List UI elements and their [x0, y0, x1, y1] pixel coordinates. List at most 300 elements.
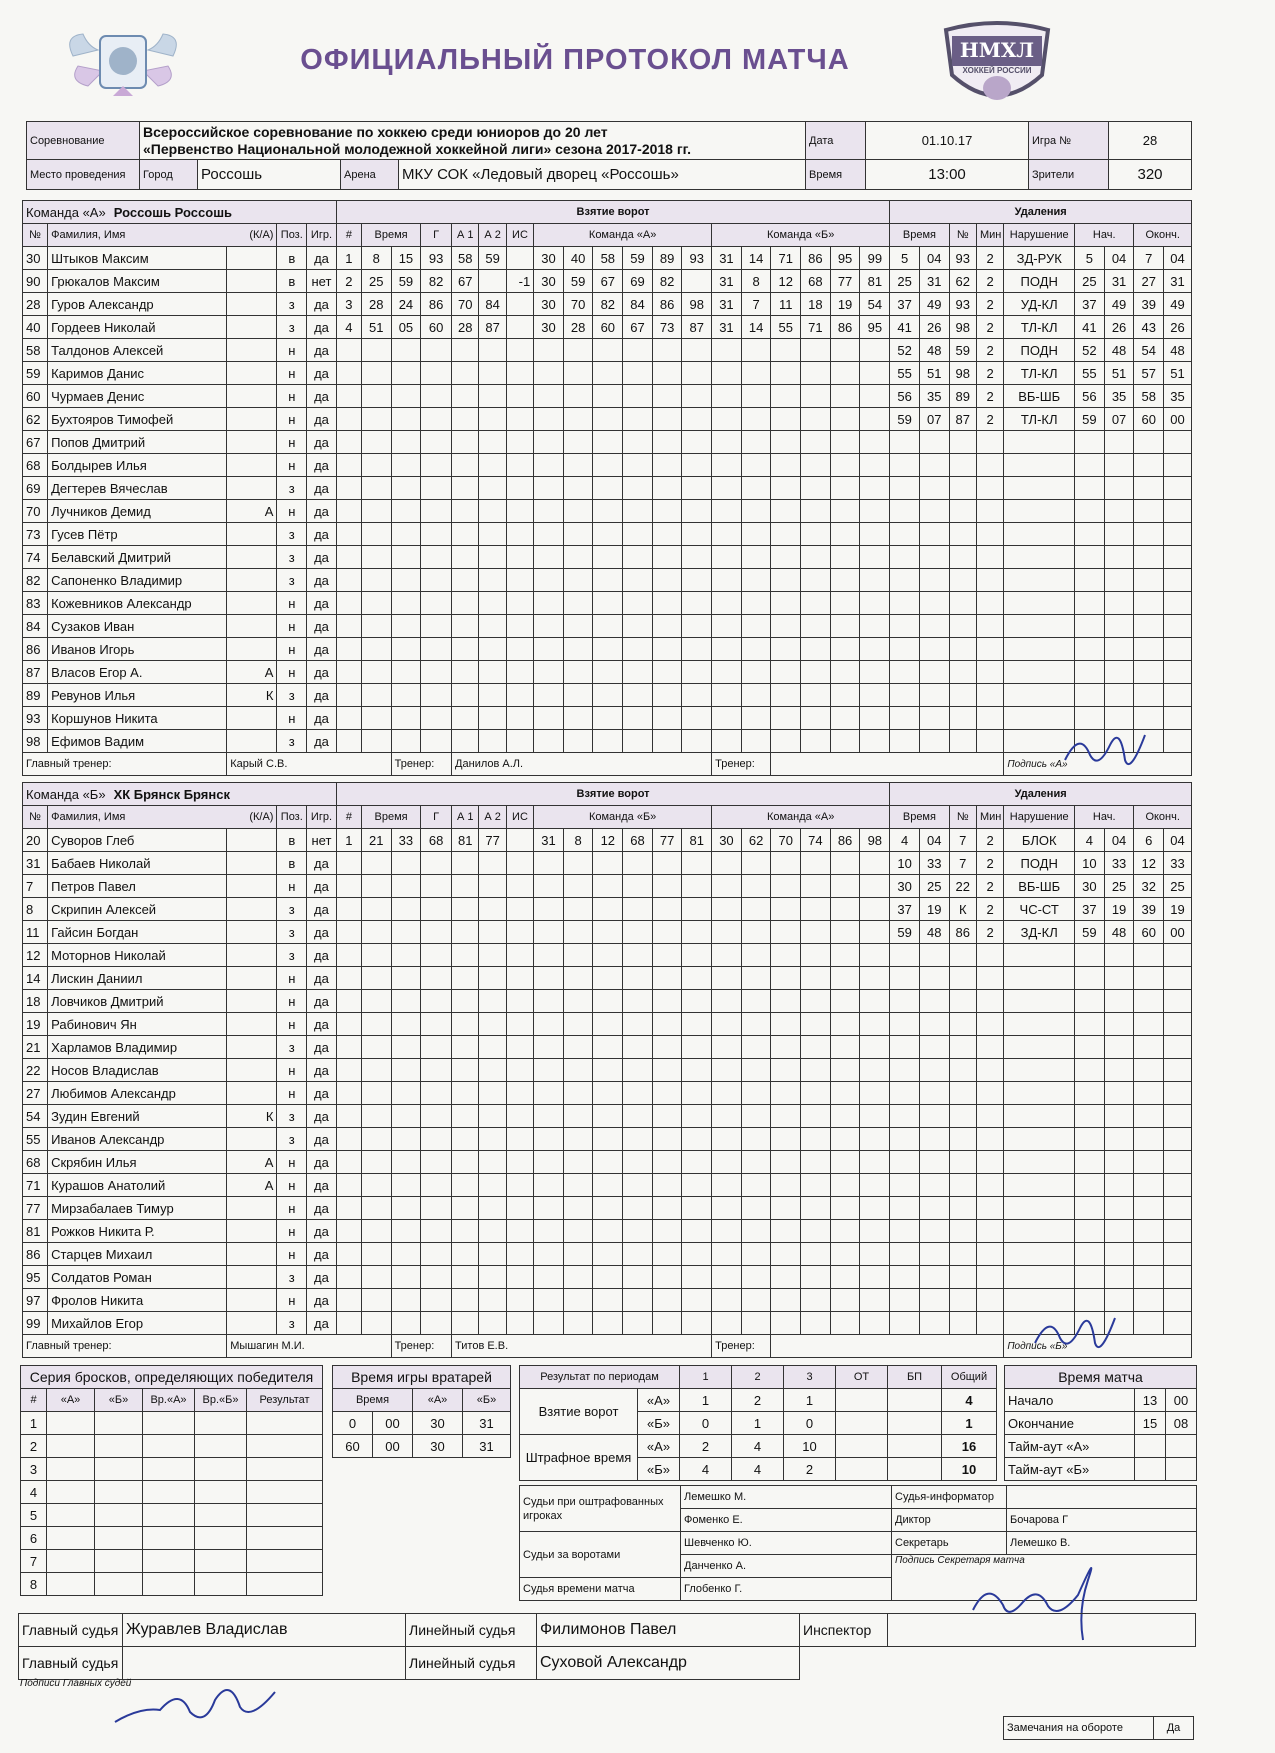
goal-empty-cell [593, 385, 623, 408]
goal-empty-cell [652, 546, 682, 569]
goal-empty-cell [563, 1036, 593, 1059]
goal-empty-cell [593, 408, 623, 431]
player-number: 81 [23, 1220, 48, 1243]
goal-empty-cell [830, 362, 860, 385]
goal-empty-cell [860, 1289, 890, 1312]
goal-empty-cell [452, 1266, 479, 1289]
penalty-end-sec: 26 [1164, 316, 1192, 339]
goal-empty-cell [391, 990, 421, 1013]
goal-empty-cell [682, 1266, 712, 1289]
goal-second: 59 [391, 270, 421, 293]
goal-empty-cell [361, 1036, 391, 1059]
goal-empty-cell [712, 339, 742, 362]
goal-empty-cell [534, 454, 564, 477]
goal-empty-cell [801, 1174, 831, 1197]
player-name: Иванов Александр [48, 1128, 227, 1151]
player-name: Гордеев Николай [48, 316, 227, 339]
goalie-b: 31 [463, 1435, 511, 1458]
goalie-a: 30 [413, 1435, 463, 1458]
penalty-empty-cell [890, 1266, 920, 1289]
periods-goals-label: Взятие ворот [520, 1389, 638, 1435]
goal-empty-cell [623, 730, 653, 753]
goal-empty-cell [421, 707, 452, 730]
player-name: Дегтерев Вячеслав [48, 477, 227, 500]
goal-empty-cell [860, 546, 890, 569]
penalty-violation: ТЛ-КЛ [1004, 362, 1075, 385]
col-pen-start: Нач. [1075, 806, 1134, 829]
goal-empty-cell [563, 1220, 593, 1243]
goal-empty-cell [741, 661, 771, 684]
goal-empty-cell [506, 898, 533, 921]
penalty-empty-cell [919, 1082, 949, 1105]
goal-empty-cell [741, 615, 771, 638]
goal-empty-cell [860, 1197, 890, 1220]
team-signature [1060, 720, 1150, 780]
penalty-end-sec: 00 [1164, 921, 1192, 944]
goal-empty-cell [361, 990, 391, 1013]
goal-empty-cell [336, 523, 361, 546]
penalty-empty-cell [1134, 615, 1164, 638]
goal-empty-cell [479, 967, 506, 990]
goal-empty-cell [361, 339, 391, 362]
penalty-end-min: 43 [1134, 316, 1164, 339]
penalty-second: 48 [919, 921, 949, 944]
goal-opp-on-ice: 77 [830, 270, 860, 293]
goal-own-on-ice: 84 [623, 293, 653, 316]
player-captain-mark: А [227, 1151, 277, 1174]
penalty-minute: 59 [890, 921, 920, 944]
player-row [23, 730, 1192, 753]
goal-empty-cell [623, 523, 653, 546]
penalty-empty-cell [1134, 1082, 1164, 1105]
goal-empty-cell [741, 431, 771, 454]
goal-empty-cell [563, 431, 593, 454]
goal-empty-cell [712, 684, 742, 707]
penalty-empty-cell [1164, 990, 1192, 1013]
goal-opp-on-ice: 95 [860, 316, 890, 339]
shootout-cell [195, 1573, 247, 1596]
player-row [23, 615, 1192, 638]
goal-empty-cell [452, 1036, 479, 1059]
player-name: Рабинович Ян [48, 1013, 227, 1036]
goal-empty-cell [830, 1266, 860, 1289]
penalty-empty-cell [1104, 615, 1134, 638]
player-position: в [277, 829, 307, 852]
penalty-empty-cell [976, 500, 1003, 523]
goal-empty-cell [771, 1197, 801, 1220]
goalie-col-a: «А» [413, 1389, 463, 1412]
goal-empty-cell [391, 546, 421, 569]
goal-empty-cell [361, 362, 391, 385]
trainer-2-value [771, 1335, 1004, 1358]
goal-empty-cell [623, 661, 653, 684]
place-label: Место проведения [27, 160, 140, 190]
goal-own-on-ice: 40 [563, 247, 593, 270]
goal-empty-cell [506, 1243, 533, 1266]
goal-empty-cell [506, 661, 533, 684]
goal-empty-cell [452, 408, 479, 431]
player-captain-mark [227, 730, 277, 753]
goal-empty-cell [652, 898, 682, 921]
penalty-empty-cell [1134, 1036, 1164, 1059]
player-captain-mark [227, 1312, 277, 1335]
penalty-player: 22 [949, 875, 976, 898]
goal-empty-cell [391, 1082, 421, 1105]
penalty-minute: 52 [890, 339, 920, 362]
goal-empty-cell [682, 707, 712, 730]
player-played: да [307, 875, 337, 898]
goal-empty-cell [421, 944, 452, 967]
goal-own-on-ice: 70 [563, 293, 593, 316]
goal-empty-cell [593, 1105, 623, 1128]
goal-empty-cell [593, 1266, 623, 1289]
goal-empty-cell [652, 638, 682, 661]
goal-empty-cell [771, 385, 801, 408]
penalty-end-min: 27 [1134, 270, 1164, 293]
goal-empty-cell [771, 707, 801, 730]
penalty-end-min: 60 [1134, 921, 1164, 944]
penalty-empty-cell [949, 1036, 976, 1059]
goal-empty-cell [593, 1174, 623, 1197]
penalty-empty-cell [1164, 569, 1192, 592]
penalty-empty-cell [919, 661, 949, 684]
goal-empty-cell [563, 408, 593, 431]
goal-empty-cell [801, 454, 831, 477]
goal-empty-cell [421, 615, 452, 638]
goals-a-total: 4 [942, 1389, 997, 1412]
head-coach-value: Карый С.В. [227, 753, 391, 776]
city-label: Город [140, 160, 198, 190]
player-row [23, 270, 1192, 293]
goal-empty-cell [741, 684, 771, 707]
date-value: 01.10.17 [866, 122, 1029, 160]
trainer-label: Тренер: [391, 753, 451, 776]
trainer-2-value [771, 753, 1004, 776]
goal-empty-cell [479, 898, 506, 921]
col-name [48, 806, 277, 829]
penalty-empty-cell [1134, 546, 1164, 569]
player-captain-mark [227, 477, 277, 500]
goal-empty-cell [741, 1013, 771, 1036]
penalty-start-min: 5 [1075, 247, 1105, 270]
penalty-empty-cell [1104, 684, 1134, 707]
player-name: Штыков Максим [48, 247, 227, 270]
goal-own-on-ice: 59 [623, 247, 653, 270]
shootout-cell [95, 1458, 143, 1481]
goal-empty-cell [801, 385, 831, 408]
goal-empty-cell [452, 638, 479, 661]
shootout-row [21, 1573, 323, 1596]
goal-empty-cell [860, 1036, 890, 1059]
penalty-empty-cell [1104, 661, 1134, 684]
spectators-label: Зрители [1029, 160, 1109, 190]
goal-empty-cell [741, 921, 771, 944]
goal-empty-cell [336, 1082, 361, 1105]
penalty-empty-cell [890, 431, 920, 454]
penalty-empty-cell [976, 454, 1003, 477]
goal-own-on-ice: 73 [652, 316, 682, 339]
penalty-empty-cell [890, 944, 920, 967]
goal-empty-cell [421, 1312, 452, 1335]
penalty-empty-cell [919, 546, 949, 569]
goal-opp-on-ice: 86 [830, 316, 860, 339]
penalty-start-sec: 04 [1104, 247, 1134, 270]
player-row [23, 500, 1192, 523]
goal-empty-cell [652, 1059, 682, 1082]
goal-empty-cell [801, 477, 831, 500]
goal-empty-cell [361, 944, 391, 967]
goal-empty-cell [452, 852, 479, 875]
player-captain-mark [227, 362, 277, 385]
goal-empty-cell [771, 1036, 801, 1059]
goal-empty-cell [741, 707, 771, 730]
player-number: 68 [23, 454, 48, 477]
penalty-empty-cell [1104, 944, 1134, 967]
penalty-empty-cell [1004, 569, 1075, 592]
goal-empty-cell [860, 477, 890, 500]
goals-b-ot [836, 1412, 888, 1435]
goal-empty-cell [361, 1266, 391, 1289]
pen-a-p1: 2 [680, 1435, 732, 1458]
goal-empty-cell [421, 990, 452, 1013]
player-number: 89 [23, 684, 48, 707]
trainer-label: Тренер: [391, 1335, 451, 1358]
goal-empty-cell [336, 707, 361, 730]
goal-empty-cell [421, 477, 452, 500]
goal-empty-cell [391, 1197, 421, 1220]
goal-empty-cell [479, 339, 506, 362]
goal-empty-cell [623, 1128, 653, 1151]
goal-own-on-ice: 87 [682, 316, 712, 339]
goal-assist-2 [479, 270, 506, 293]
head-coach-label: Главный тренер: [23, 1335, 227, 1358]
goalie-sec: 00 [373, 1412, 413, 1435]
goal-empty-cell [479, 1128, 506, 1151]
penalty-empty-cell [976, 431, 1003, 454]
penalty-violation: ЗД-КЛ [1004, 921, 1075, 944]
goal-own-on-ice: 31 [534, 829, 564, 852]
goal-empty-cell [623, 569, 653, 592]
goal-empty-cell [534, 1174, 564, 1197]
goal-empty-cell [771, 546, 801, 569]
goal-empty-cell [452, 707, 479, 730]
goal-empty-cell [830, 730, 860, 753]
shootout-col-5: Результат [247, 1389, 323, 1412]
player-name: Бабаев Николай [48, 852, 227, 875]
penalty-empty-cell [1134, 1105, 1164, 1128]
goal-empty-cell [712, 921, 742, 944]
goal-empty-cell [361, 431, 391, 454]
goal-empty-cell [801, 569, 831, 592]
penalty-empty-cell [1134, 661, 1164, 684]
goal-empty-cell [421, 852, 452, 875]
penalty-start-min: 55 [1075, 362, 1105, 385]
goal-own-on-ice: 8 [563, 829, 593, 852]
goal-empty-cell [860, 638, 890, 661]
goal-empty-cell [741, 1059, 771, 1082]
goal-empty-cell [506, 1266, 533, 1289]
player-name: Михайлов Егор [48, 1312, 227, 1335]
referee-2-label: Главный судья [19, 1647, 123, 1680]
inspector-label: Инспектор [800, 1614, 888, 1647]
penalty-empty-cell [919, 1128, 949, 1151]
goal-empty-cell [534, 385, 564, 408]
goal-empty-cell [361, 1220, 391, 1243]
player-position: н [277, 638, 307, 661]
goal-empty-cell [741, 898, 771, 921]
player-played: нет [307, 829, 337, 852]
shootout-cell [95, 1550, 143, 1573]
player-number: 73 [23, 523, 48, 546]
penalty-empty-cell [890, 1174, 920, 1197]
player-name: Курашов Анатолий [48, 1174, 227, 1197]
goal-number: 1 [336, 247, 361, 270]
goal-empty-cell [479, 362, 506, 385]
penalty-end-sec: 48 [1164, 339, 1192, 362]
goal-empty-cell [479, 500, 506, 523]
goal-empty-cell [682, 546, 712, 569]
goal-empty-cell [421, 1082, 452, 1105]
penalty-empty-cell [1164, 1197, 1192, 1220]
spectators-value: 320 [1109, 160, 1192, 190]
goal-empty-cell [506, 431, 533, 454]
goal-empty-cell [506, 408, 533, 431]
penalty-player: 7 [949, 852, 976, 875]
penalty-start-min: 37 [1075, 293, 1105, 316]
penalty-end-sec: 35 [1164, 385, 1192, 408]
goal-empty-cell [801, 1082, 831, 1105]
col-pos: Поз. [277, 224, 307, 247]
penalty-player: К [949, 898, 976, 921]
goal-empty-cell [391, 569, 421, 592]
goal-empty-cell [452, 875, 479, 898]
penalty-empty-cell [1164, 615, 1192, 638]
penalty-empty-cell [1004, 967, 1075, 990]
info-label: Судья-информатор [892, 1486, 1007, 1509]
referee-sign-label: Подписи Главных судей [20, 1678, 132, 1689]
goal-empty-cell [860, 1082, 890, 1105]
penalty-second: 33 [919, 852, 949, 875]
team-name-cell [23, 201, 337, 224]
goal-empty-cell [534, 1036, 564, 1059]
col-pen-violation: Нарушение [1004, 806, 1075, 829]
player-number: 20 [23, 829, 48, 852]
player-name: Гусев Пётр [48, 523, 227, 546]
penalty-minute: 37 [890, 898, 920, 921]
periods-goals-b-label: «Б» [638, 1412, 680, 1435]
penalty-second: 48 [919, 339, 949, 362]
col-name-label: Фамилия, Имя [51, 229, 126, 241]
penalty-empty-cell [1134, 1289, 1164, 1312]
goal-own-on-ice: 58 [593, 247, 623, 270]
player-captain-mark: А [227, 500, 277, 523]
goal-empty-cell [801, 684, 831, 707]
team-sign-label: Подпись «Б» [1007, 1341, 1068, 1352]
penalty-empty-cell [919, 431, 949, 454]
goal-empty-cell [336, 569, 361, 592]
goal-empty-cell [682, 684, 712, 707]
shootout-row [21, 1412, 323, 1435]
player-name: Лучников Демид [48, 500, 227, 523]
goal-empty-cell [652, 661, 682, 684]
arena-value: МКУ СОК «Ледовый дворец «Россошь» [399, 160, 806, 190]
penalty-second: 07 [919, 408, 949, 431]
player-number: 68 [23, 1151, 48, 1174]
goal-empty-cell [421, 339, 452, 362]
goal-empty-cell [506, 1013, 533, 1036]
penalty-empty-cell [1075, 500, 1105, 523]
player-captain-mark [227, 829, 277, 852]
goal-own-on-ice: 93 [682, 247, 712, 270]
secretary-sign-label: Подпись Секретаря матча [895, 1555, 1025, 1566]
penalty-empty-cell [1075, 1151, 1105, 1174]
goal-empty-cell [712, 477, 742, 500]
goal-empty-cell [479, 1082, 506, 1105]
penalty-empty-cell [890, 707, 920, 730]
goal-empty-cell [830, 1128, 860, 1151]
goal-empty-cell [830, 684, 860, 707]
penalty-empty-cell [949, 661, 976, 684]
goal-empty-cell [452, 990, 479, 1013]
goal-empty-cell [391, 592, 421, 615]
goal-empty-cell [623, 990, 653, 1013]
penalty-start-sec: 26 [1104, 316, 1134, 339]
player-position: н [277, 1289, 307, 1312]
penalty-empty-cell [1104, 1243, 1134, 1266]
goal-empty-cell [860, 661, 890, 684]
penalty-minute: 59 [890, 408, 920, 431]
goal-empty-cell [336, 546, 361, 569]
goal-empty-cell [830, 1105, 860, 1128]
penalty-end-min: 39 [1134, 293, 1164, 316]
player-number: 12 [23, 944, 48, 967]
goal-empty-cell [741, 852, 771, 875]
goal-empty-cell [712, 1059, 742, 1082]
goal-empty-cell [421, 431, 452, 454]
player-name: Белавский Дмитрий [48, 546, 227, 569]
goal-empty-cell [534, 707, 564, 730]
goal-empty-cell [534, 546, 564, 569]
player-captain-mark [227, 316, 277, 339]
shootout-cell [95, 1435, 143, 1458]
player-row [23, 1243, 1192, 1266]
penalty-empty-cell [1134, 990, 1164, 1013]
goal-empty-cell [860, 523, 890, 546]
player-number: 54 [23, 1105, 48, 1128]
goal-empty-cell [682, 1082, 712, 1105]
player-number: 59 [23, 362, 48, 385]
player-row [23, 408, 1192, 431]
player-captain-mark [227, 615, 277, 638]
goal-empty-cell [801, 339, 831, 362]
goal-empty-cell [534, 615, 564, 638]
player-number: 31 [23, 852, 48, 875]
penalty-empty-cell [1104, 1266, 1134, 1289]
penalty-empty-cell [1134, 1197, 1164, 1220]
goal-empty-cell [860, 684, 890, 707]
player-row [23, 1151, 1192, 1174]
goal-empty-cell [479, 707, 506, 730]
penalty-empty-cell [976, 661, 1003, 684]
penalty-empty-cell [1164, 454, 1192, 477]
goal-number: 2 [336, 270, 361, 293]
goal-empty-cell [682, 1197, 712, 1220]
match-start-m: 00 [1166, 1389, 1197, 1412]
player-position: з [277, 730, 307, 753]
goal-empty-cell [623, 431, 653, 454]
goal-empty-cell [391, 1105, 421, 1128]
player-captain-mark [227, 293, 277, 316]
